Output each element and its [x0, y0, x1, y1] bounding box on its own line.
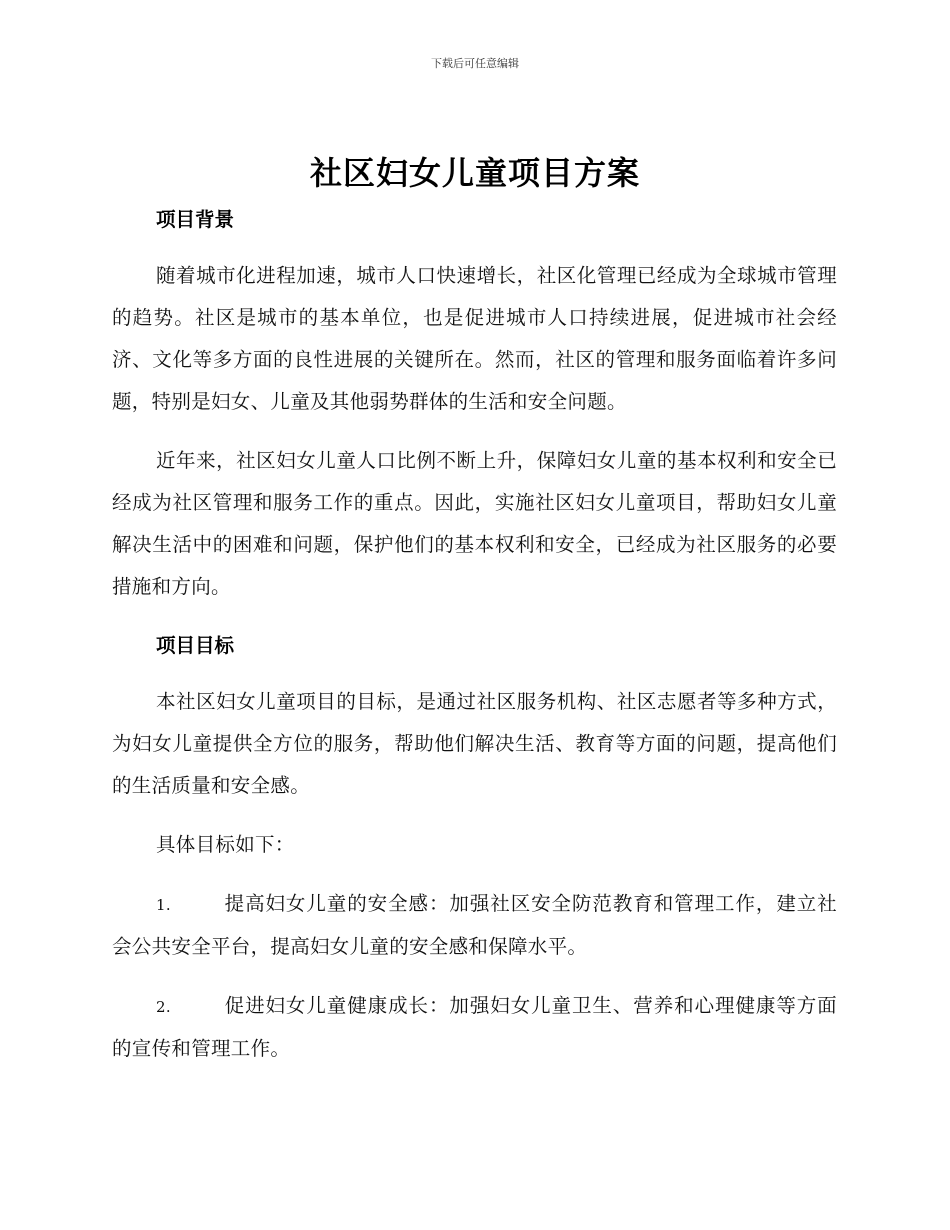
- paragraph: 具体目标如下：: [156, 833, 295, 856]
- section-heading-goals: 项目目标: [156, 634, 235, 657]
- section-heading-background: 项目背景: [156, 208, 235, 231]
- paragraph: 近年来，社区妇女儿童人口比例不断上升，保障妇女儿童的基本权利和安全已经成为社区管理和服务工作的重点。因此，实施社区妇女儿童项目，帮助妇女儿童解决生活中的困难和问题，保护他们的基本权利和安全，已经成为社区服务的必要措施和方向。: [112, 449, 837, 598]
- header-note: 下载后可任意编辑: [431, 57, 519, 70]
- list-number: 2.: [156, 998, 171, 1016]
- list-number: 1.: [156, 896, 171, 914]
- list-text: 促进妇女儿童健康成长：加强妇女儿童卫生、营养和心理健康等方面的宣传和管理工作。: [112, 994, 837, 1060]
- list-item: [112, 883, 837, 968]
- list-text: 提高妇女儿童的安全感：加强社区安全防范教育和管理工作，建立社会公共安全平台，提高妇女儿童的安全感和保障水平。: [112, 892, 837, 958]
- paragraph: 本社区妇女儿童项目的目标，是通过社区服务机构、社区志愿者等多种方式，为妇女儿童提供全方位的服务，帮助他们解决生活、教育等方面的问题，提高他们的生活质量和安全感。: [112, 690, 837, 797]
- list-item: [112, 985, 837, 1070]
- document-title: 社区妇女儿童项目方案: [309, 154, 640, 192]
- document-body: [112, 202, 837, 1070]
- paragraph: 随着城市化进程加速，城市人口快速增长，社区化管理已经成为全球城市管理的趋势。社区是城市的基本单位，也是促进城市人口持续进展，促进城市社会经济、文化等多方面的良性进展的关键所在。然而，社区的管理和服务面临着许多问题，特别是妇女、儿童及其他弱势群体的生活和安全问题。: [112, 264, 837, 413]
